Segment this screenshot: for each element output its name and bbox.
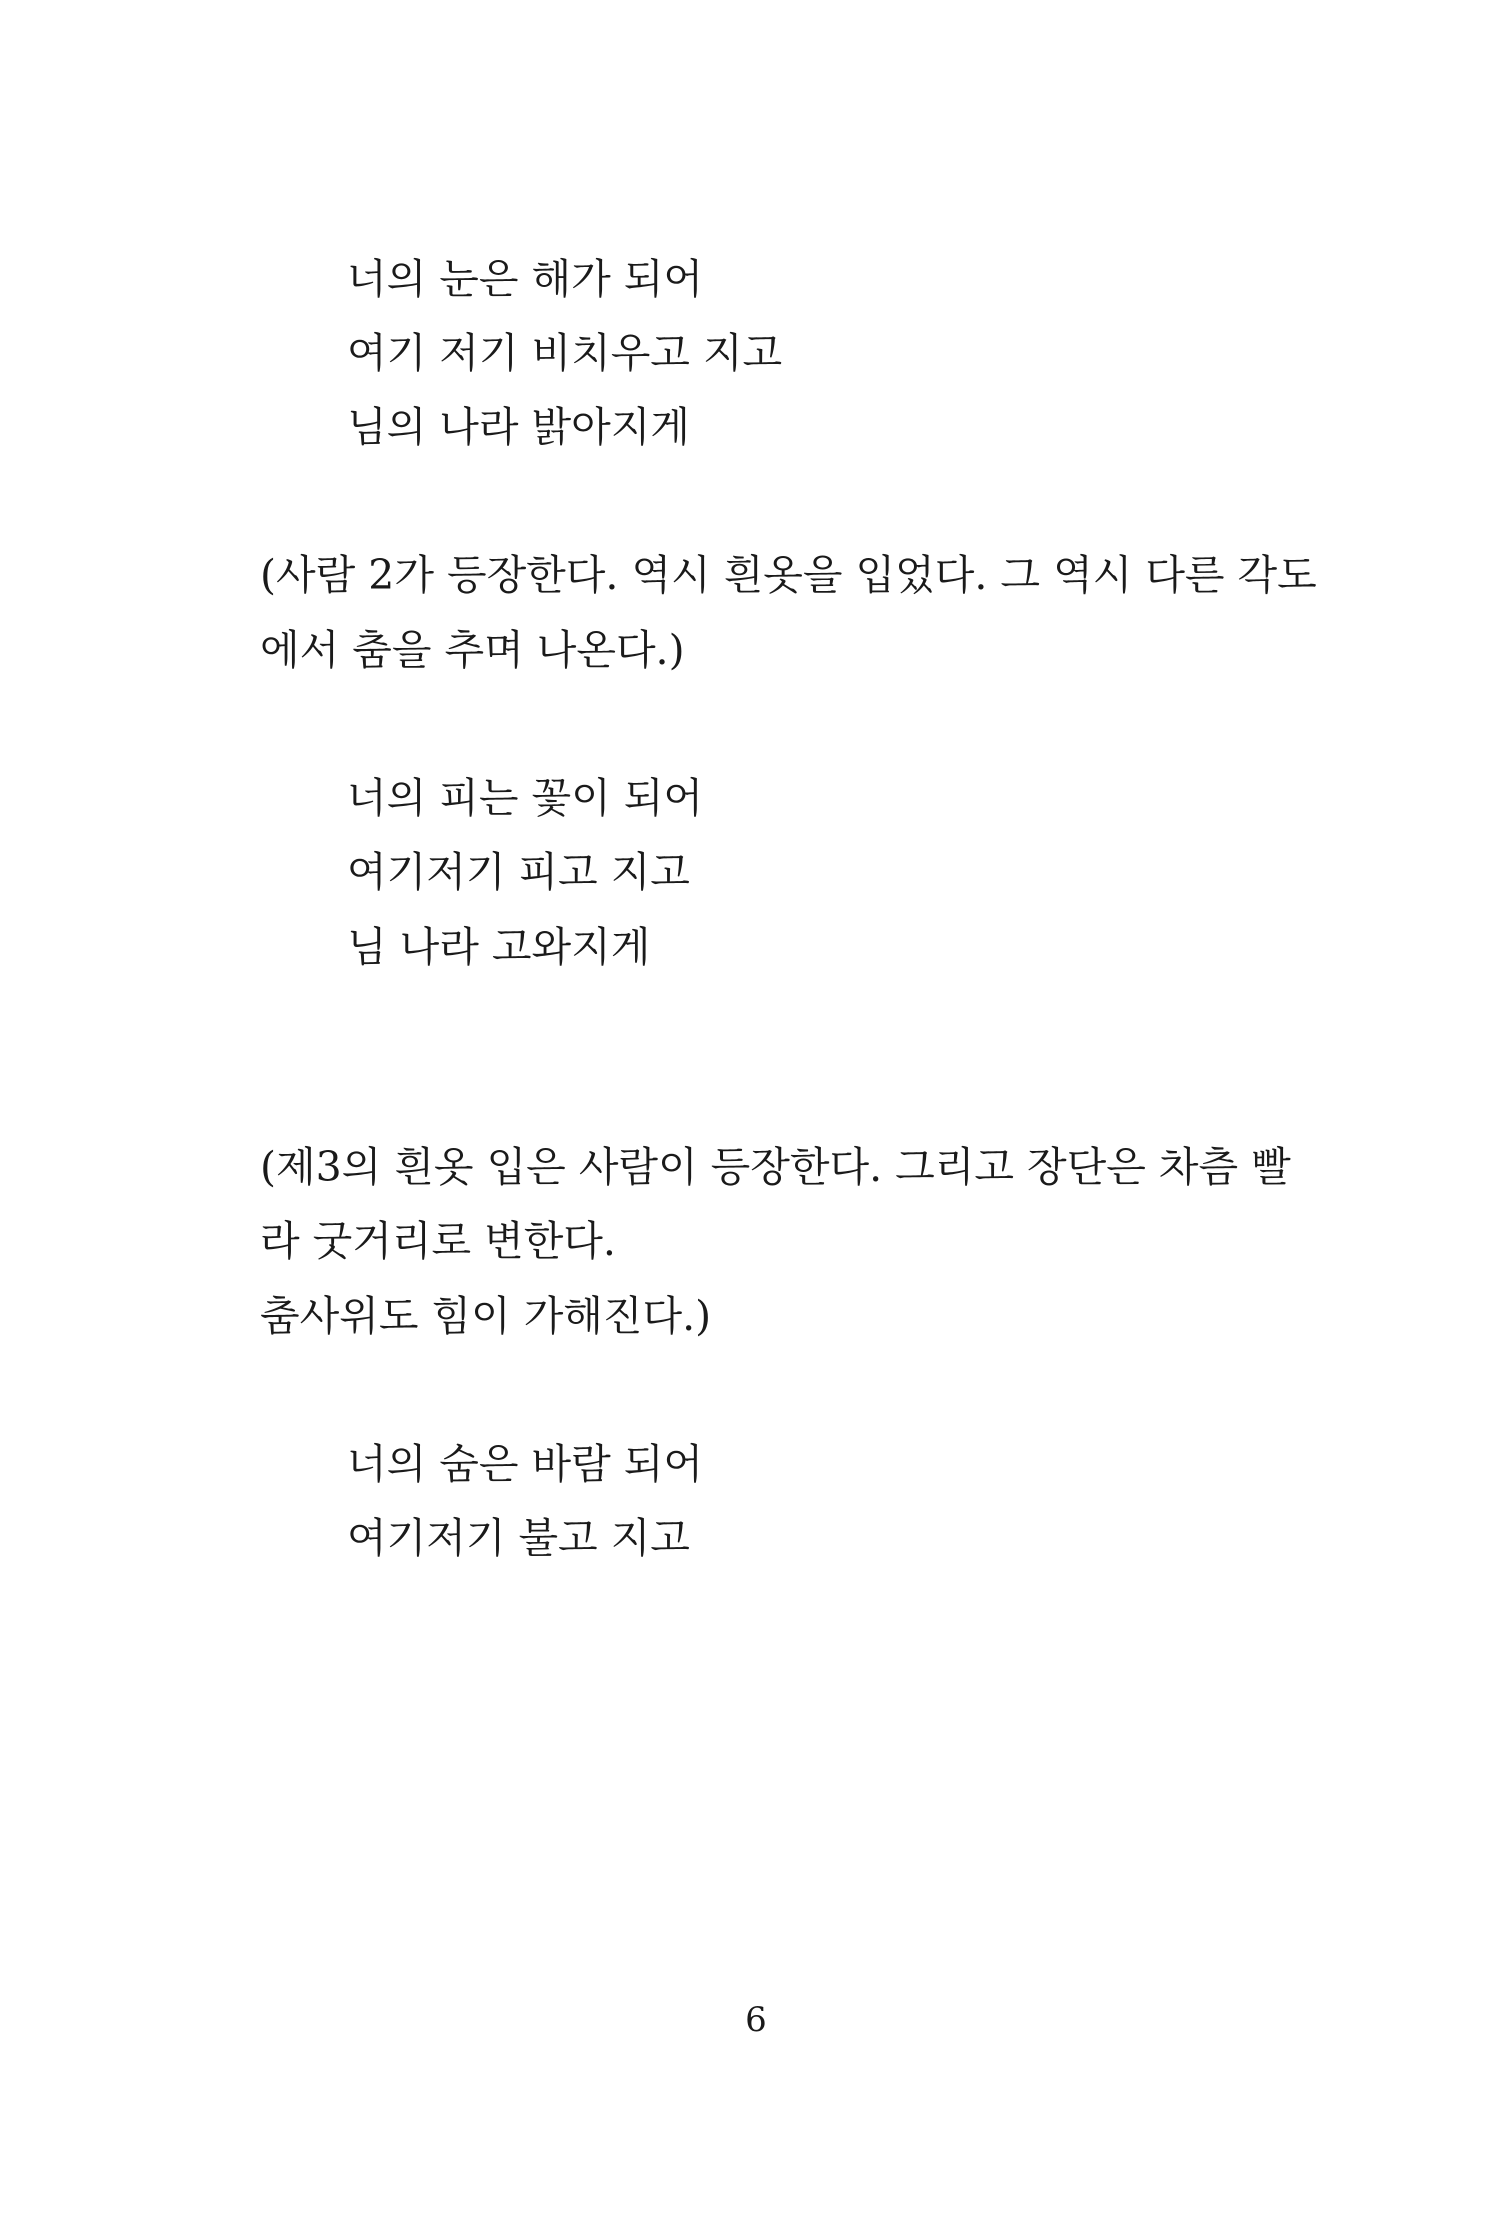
verse-line: 여기저기 불고 지고 bbox=[347, 1514, 690, 1562]
page-number: 6 bbox=[745, 2000, 767, 2040]
stage-direction-line: 에서 춤을 추며 나온다.) bbox=[260, 626, 685, 674]
verse-line: 여기저기 피고 지고 bbox=[347, 848, 690, 896]
stage-direction-line: (사람 2가 등장한다. 역시 흰옷을 입었다. 그 역시 다른 각도 bbox=[260, 551, 1317, 599]
stage-direction-line: 라 굿거리로 변한다. bbox=[260, 1217, 616, 1265]
verse-line: 님 나라 고와지게 bbox=[347, 923, 651, 971]
verse-line: 여기 저기 비치우고 지고 bbox=[347, 329, 783, 377]
verse-line: 너의 피는 꽃이 되어 bbox=[347, 774, 703, 822]
stage-direction-line: (제3의 흰옷 입은 사람이 등장한다. 그리고 장단은 차츰 빨 bbox=[260, 1143, 1291, 1191]
verse-line: 님의 나라 밝아지게 bbox=[347, 403, 690, 451]
stage-direction-line: 춤사위도 힘이 가해진다.) bbox=[260, 1292, 712, 1340]
verse-line: 너의 숨은 바람 되어 bbox=[347, 1440, 703, 1488]
verse-line: 너의 눈은 해가 되어 bbox=[347, 255, 703, 303]
